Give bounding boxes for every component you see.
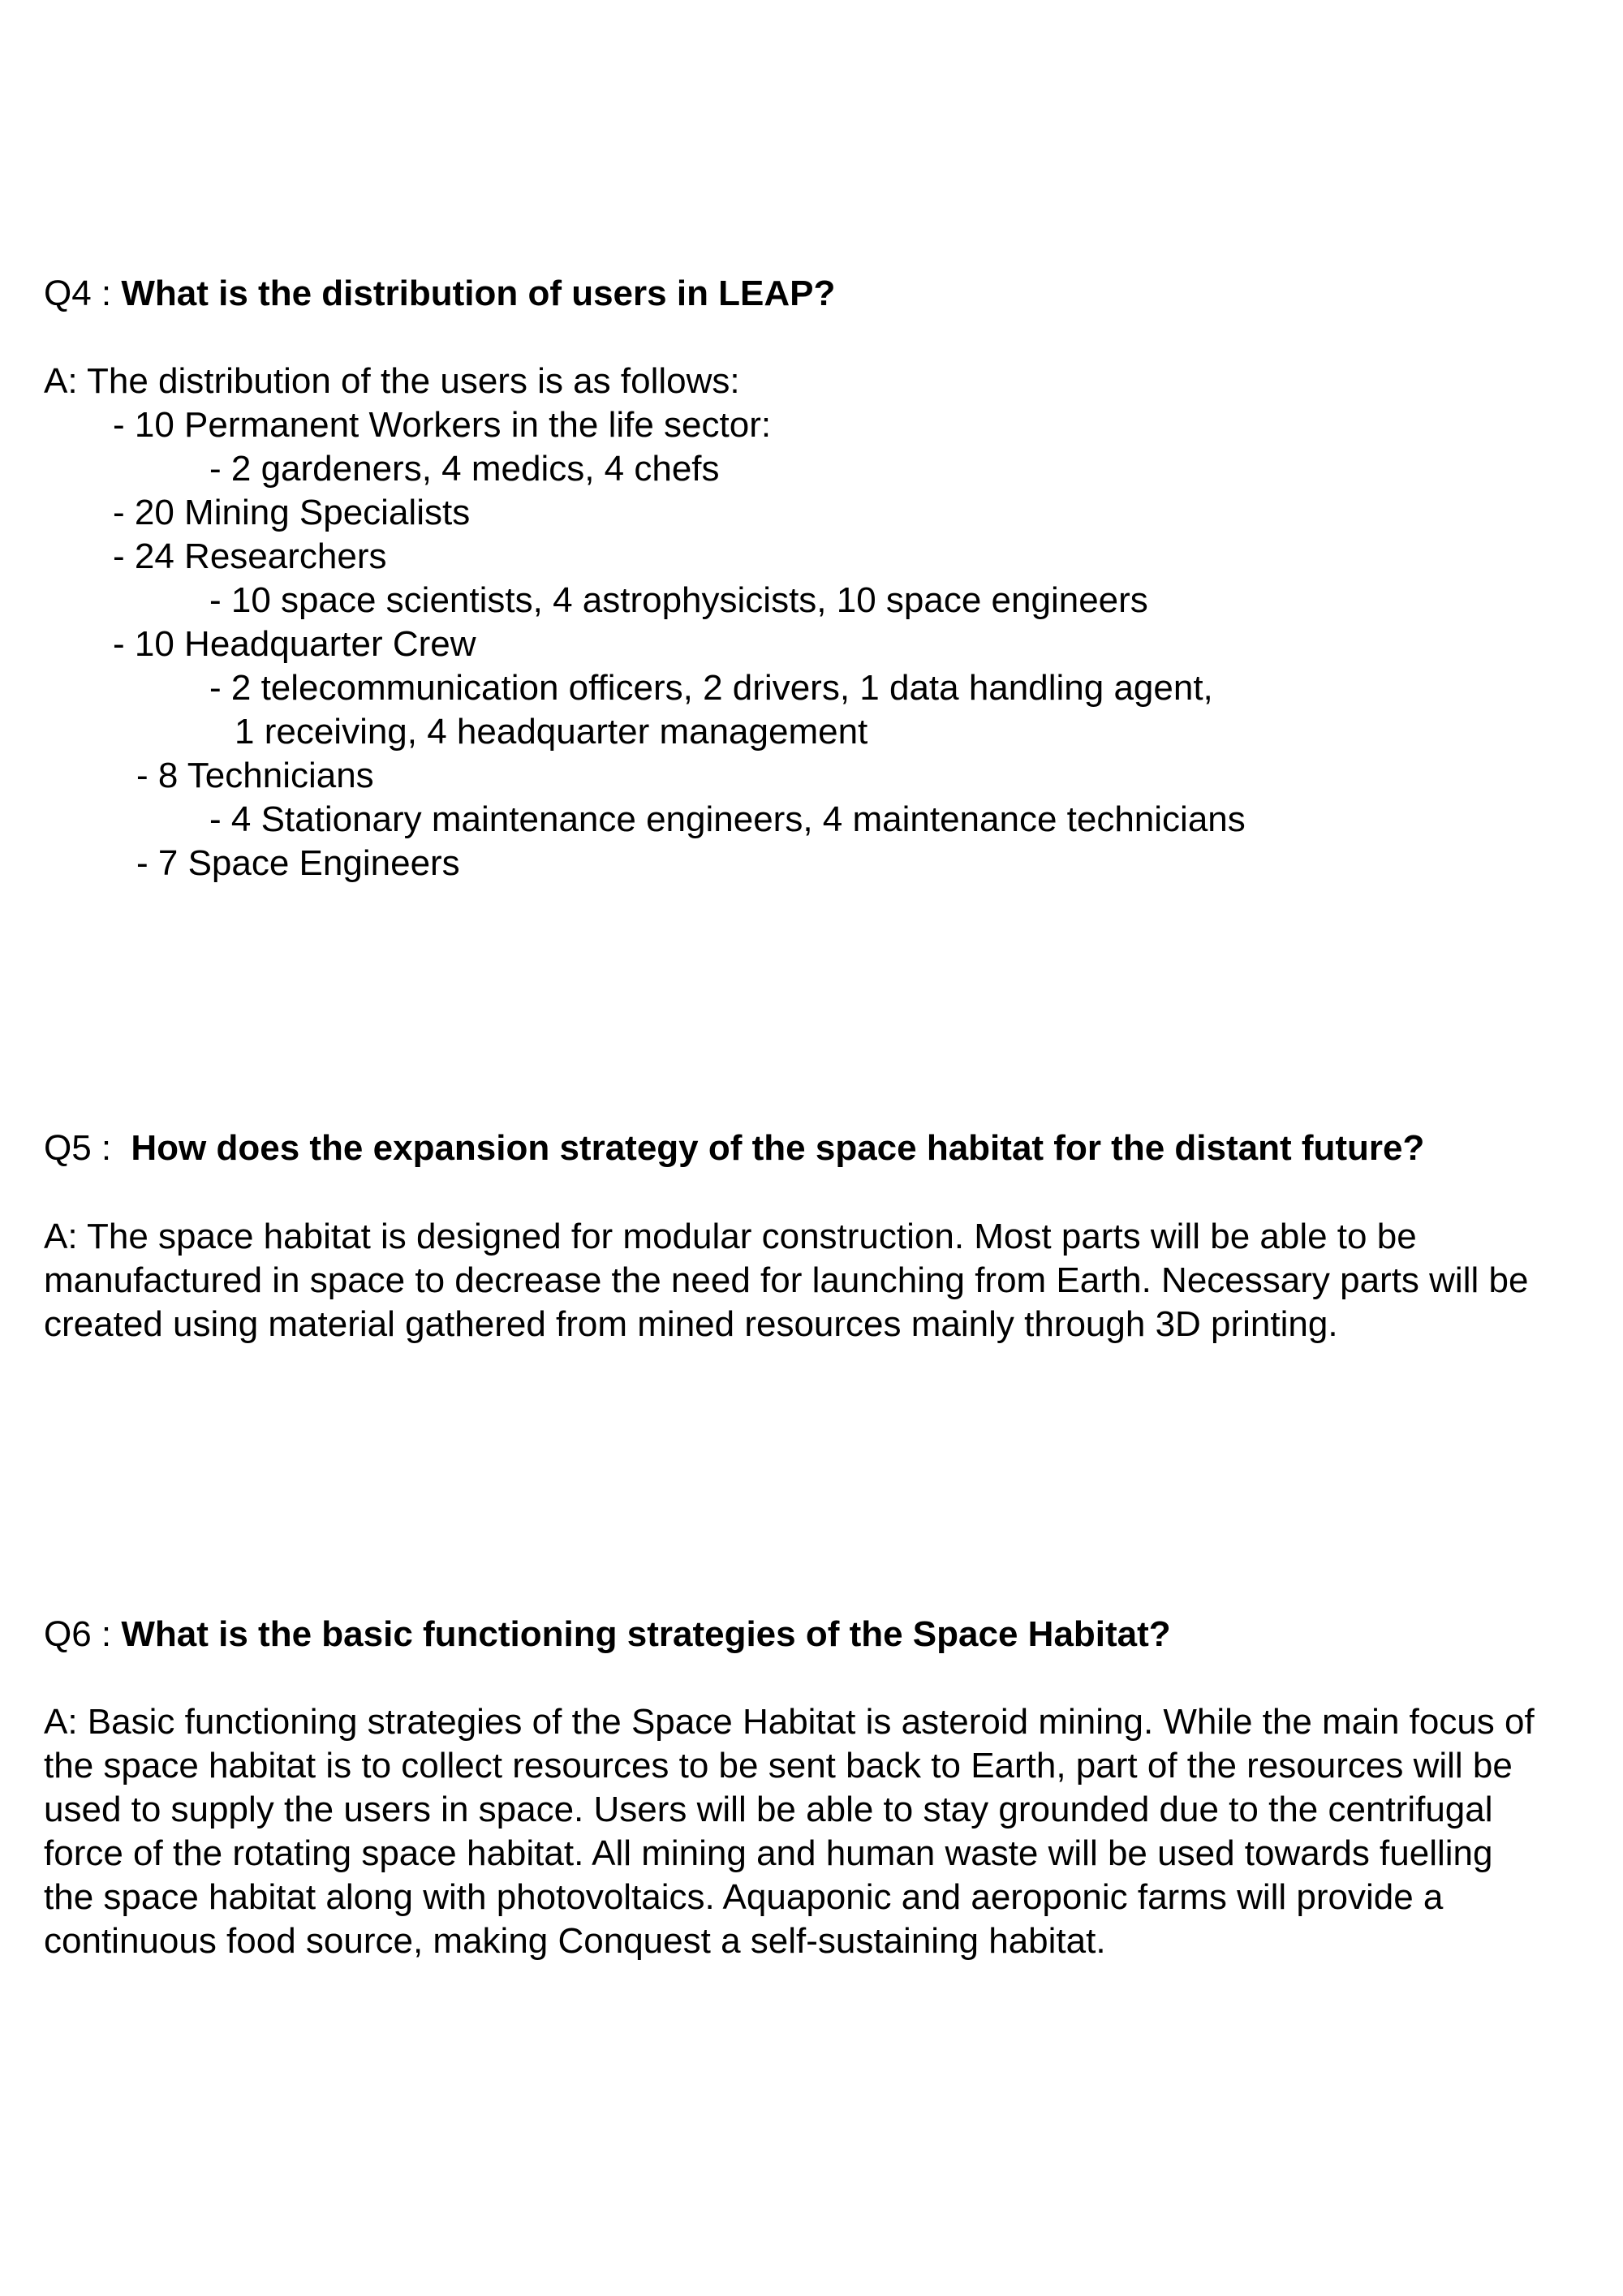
q5-answer-line: manufactured in space to decrease the need for launching from Earth. Necessary parts will be xyxy=(44,1260,1529,1300)
q4-item: - 24 Researchers xyxy=(113,536,387,576)
q6-label: Q6 : xyxy=(44,1614,122,1654)
q5-answer-line: created using material gathered from mined resources mainly through 3D printing. xyxy=(44,1304,1338,1344)
q4-item: - 10 Headquarter Crew xyxy=(113,624,476,664)
q4-item: - 20 Mining Specialists xyxy=(113,493,471,532)
q6-answer-line: force of the rotating space habitat. All mining and human waste will be used towards fuelling xyxy=(44,1833,1493,1873)
q4-item: - 10 space scientists, 4 astrophysicists, 10 space engineers xyxy=(209,580,1148,620)
q4-item: - 2 telecommunication officers, 2 drivers, 1 data handling agent, xyxy=(209,668,1213,708)
q4-item: 1 receiving, 4 headquarter management xyxy=(235,712,868,752)
q6-answer-line: the space habitat is to collect resources to be sent back to Earth, part of the resources will be xyxy=(44,1746,1513,1786)
q6-question: What is the basic functioning strategies of the Space Habitat? xyxy=(121,1614,1171,1654)
q4-item: - 4 Stationary maintenance engineers, 4 maintenance technicians xyxy=(209,799,1246,839)
q6-answer-line: continuous food source, making Conquest a self-sustaining habitat. xyxy=(44,1921,1106,1961)
q4-question: What is the distribution of users in LEAP? xyxy=(121,274,836,313)
q5-label: Q5 : xyxy=(44,1128,122,1168)
q6-heading xyxy=(44,1613,1171,1656)
q4-item: - 2 gardeners, 4 medics, 4 chefs xyxy=(209,449,720,489)
q4-heading xyxy=(44,272,835,316)
q6-answer-line: used to supply the users in space. Users will be able to stay grounded due to the centrifugal xyxy=(44,1790,1493,1829)
q4-item: - 10 Permanent Workers in the life sector: xyxy=(113,405,772,445)
q4-item: - 7 Space Engineers xyxy=(136,843,460,883)
q5-answer-line: A: The space habitat is designed for modular construction. Most parts will be able to be xyxy=(44,1217,1417,1256)
q5-heading xyxy=(44,1126,1424,1170)
q6-answer-line: A: Basic functioning strategies of the Space Habitat is asteroid mining. While the main focus of xyxy=(44,1702,1535,1742)
q4-label: Q4 : xyxy=(44,274,122,313)
q5-question: How does the expansion strategy of the space habitat for the distant future? xyxy=(131,1128,1425,1168)
q4-item: - 8 Technicians xyxy=(136,756,374,795)
q6-answer-line: the space habitat along with photovoltaics. Aquaponic and aeroponic farms will provide a xyxy=(44,1877,1444,1917)
q4-answer-intro: A: The distribution of the users is as follows: xyxy=(44,361,740,401)
